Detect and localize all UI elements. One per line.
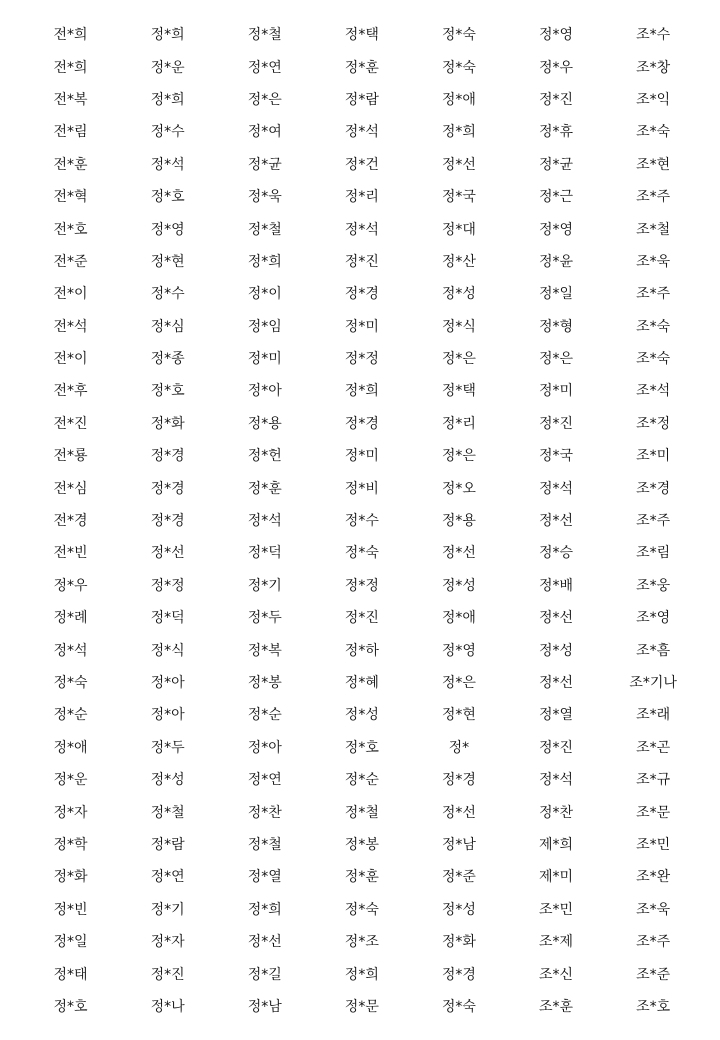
name-cell: 정*아: [247, 739, 282, 756]
name-cell: 정*경: [150, 480, 185, 497]
name-cell: 정*종: [150, 351, 185, 368]
name-cell: 정*덕: [150, 610, 185, 627]
name-cell: 정*태: [53, 966, 88, 983]
name-cell: 전*혁: [53, 189, 88, 206]
name-list-grid: [22, 19, 702, 1023]
name-cell: 전*준: [53, 253, 88, 270]
name-cell: 정*혜: [344, 675, 379, 691]
name-cell: 정*숙: [344, 545, 379, 562]
name-cell: 정*호: [344, 739, 379, 756]
name-cell: 정*길: [247, 966, 282, 983]
name-cell: 조*현: [636, 156, 671, 173]
name-cell: 정*성: [441, 901, 476, 918]
name-cell: 조*욱: [636, 901, 671, 918]
name-cell: 정*헌: [247, 448, 282, 465]
name-cell: 조*호: [636, 998, 671, 1015]
name-cell: 전*빈: [53, 545, 88, 562]
name-cell: 정*산: [441, 253, 476, 270]
name-cell: 정*선: [441, 156, 476, 173]
name-cell: 정*정: [344, 351, 379, 368]
name-cell: 정*희: [150, 91, 185, 108]
name-cell: 정*배: [538, 577, 574, 594]
name-cell: 정*성: [441, 577, 476, 594]
name-cell: 정*숙: [53, 675, 88, 691]
name-cell: 정*정: [344, 577, 379, 594]
name-cell: 전*이: [53, 351, 88, 368]
name-cell: 정*희: [441, 124, 476, 141]
name-cell: 정*희: [344, 383, 379, 400]
name-cell: 정*연: [247, 772, 282, 789]
name-cell: 조*민: [538, 901, 574, 918]
name-cell: 정*성: [150, 772, 185, 789]
name-cell: 정*선: [441, 545, 476, 562]
name-cell: 정*성: [441, 286, 476, 303]
name-cell: 정*호: [53, 998, 88, 1015]
name-cell: 전*희: [53, 27, 88, 44]
name-cell: 정*애: [441, 610, 476, 627]
name-cell: 정*봉: [247, 675, 282, 691]
name-cell: 정*나: [150, 998, 185, 1015]
name-cell: 정*숙: [441, 27, 476, 44]
name-cell: 조*웅: [636, 577, 671, 594]
name-cell: 정*람: [150, 836, 185, 853]
name-cell: 정*근: [538, 189, 574, 206]
name-cell: 정*열: [538, 707, 574, 724]
name-cell: 전*경: [53, 513, 88, 530]
name-cell: 정*문: [344, 998, 379, 1015]
name-cell: 전*이: [53, 286, 88, 303]
name-cell: 조*주: [636, 286, 671, 303]
name-cell: 정*훈: [247, 480, 282, 497]
name-cell: 정*진: [344, 253, 379, 270]
name-cell: 제*희: [538, 836, 574, 853]
name-cell: 정*은: [247, 91, 282, 108]
name-cell: 정*연: [247, 59, 282, 76]
name-cell: 정*리: [441, 415, 476, 432]
name-cell: 정*건: [344, 156, 379, 173]
name-cell: 정*기: [247, 577, 282, 594]
name-cell: 조*주: [636, 513, 671, 530]
name-cell: 정*열: [247, 869, 282, 886]
name-cell: 정*철: [247, 836, 282, 853]
name-cell: 정*선: [150, 545, 185, 562]
name-cell: 조*제: [538, 934, 574, 951]
name-cell: 정*두: [247, 610, 282, 627]
name-cell: 정*희: [150, 27, 185, 44]
name-cell: 전*림: [53, 124, 88, 141]
name-cell: 조*주: [636, 189, 671, 206]
name-cell: 조*문: [636, 804, 671, 821]
name-cell: 전*심: [53, 480, 88, 497]
name-cell: 정*남: [247, 998, 282, 1015]
name-cell: 정*아: [247, 383, 282, 400]
name-cell: 정*선: [441, 804, 476, 821]
name-cell: 정*찬: [538, 804, 574, 821]
name-cell: 조*숙: [636, 351, 671, 368]
name-cell: 정*철: [247, 221, 282, 238]
name-cell: 조*림: [636, 545, 671, 562]
name-cell: 정*현: [150, 253, 185, 270]
name-cell: 전*훈: [53, 156, 88, 173]
name-cell: 정*훈: [344, 869, 379, 886]
name-cell: 정*은: [441, 448, 476, 465]
name-cell: 정*찬: [247, 804, 282, 821]
name-cell: 정*택: [441, 383, 476, 400]
name-cell: 정*선: [538, 675, 574, 691]
name-cell: 조*석: [636, 383, 671, 400]
name-cell: 정*아: [150, 675, 185, 691]
name-cell: 정*국: [441, 189, 476, 206]
name-cell: 정*경: [441, 966, 476, 983]
name-cell: 정*일: [53, 934, 88, 951]
name-cell: 정*선: [538, 610, 574, 627]
name-cell: 정*숙: [441, 59, 476, 76]
name-cell: 정*성: [344, 707, 379, 724]
name-cell: 정*리: [344, 189, 379, 206]
name-cell: 조*주: [636, 934, 671, 951]
name-cell: 조*창: [636, 59, 671, 76]
name-cell: 조*익: [636, 91, 671, 108]
name-cell: 조*훈: [538, 998, 574, 1015]
name-cell: 정*례: [53, 610, 88, 627]
name-cell: 정*은: [441, 675, 476, 691]
name-cell: 정*진: [344, 610, 379, 627]
name-cell: 정*경: [150, 513, 185, 530]
name-cell: 조*완: [636, 869, 671, 886]
name-cell: 정*하: [344, 642, 379, 659]
name-cell: 조*준: [636, 966, 671, 983]
name-cell: 정*진: [538, 739, 574, 756]
name-cell: 정*희: [247, 253, 282, 270]
name-cell: 조*숙: [636, 318, 671, 335]
name-cell: 조*욱: [636, 253, 671, 270]
name-cell: 조*수: [636, 27, 671, 44]
name-cell: 정*영: [538, 221, 574, 238]
name-cell: 정*우: [538, 59, 574, 76]
name-cell: 정*호: [150, 189, 185, 206]
name-cell: 조*민: [636, 836, 671, 853]
name-cell: 정*선: [538, 513, 574, 530]
name-cell: 정*연: [150, 869, 185, 886]
name-cell: 정*화: [441, 934, 476, 951]
name-cell: 정*애: [441, 91, 476, 108]
name-cell: 전*희: [53, 59, 88, 76]
name-cell: 정*람: [344, 91, 379, 108]
name-cell: 정*진: [538, 415, 574, 432]
name-cell: 조*미: [636, 448, 671, 465]
name-cell: 정*여: [247, 124, 282, 141]
name-cell: 정*석: [538, 480, 574, 497]
name-cell: 정*희: [247, 901, 282, 918]
name-cell: 정*석: [344, 124, 379, 141]
name-cell: 정*국: [538, 448, 574, 465]
name-cell: 정*두: [150, 739, 185, 756]
name-cell: 전*석: [53, 318, 88, 335]
name-cell: 정*석: [247, 513, 282, 530]
name-cell: 정*덕: [247, 545, 282, 562]
name-cell: 전*복: [53, 91, 88, 108]
name-cell: 정*영: [538, 27, 574, 44]
name-cell: 정*남: [441, 836, 476, 853]
name-cell: 정*철: [344, 804, 379, 821]
name-cell: 정*미: [538, 383, 574, 400]
name-cell: 정*아: [150, 707, 185, 724]
name-cell: 정*화: [150, 415, 185, 432]
name-cell: 정*영: [150, 221, 185, 238]
name-cell: 전*후: [53, 383, 88, 400]
name-cell: 정*욱: [247, 189, 282, 206]
name-cell: 조*흠: [636, 642, 671, 659]
name-cell: 정*석: [538, 772, 574, 789]
name-cell: 정*희: [344, 966, 379, 983]
name-cell: 정*석: [150, 156, 185, 173]
name-cell: 조*철: [636, 221, 671, 238]
name-cell: 정*현: [441, 707, 476, 724]
name-cell: 정*석: [53, 642, 88, 659]
name-cell: 정*오: [441, 480, 476, 497]
name-cell: 전*진: [53, 415, 88, 432]
name-cell: 정*성: [538, 642, 574, 659]
name-cell: 정*숙: [344, 901, 379, 918]
name-cell: 정*순: [53, 707, 88, 724]
name-cell: 정*석: [344, 221, 379, 238]
name-cell: 정*애: [53, 739, 88, 756]
name-cell: 조*영: [636, 610, 671, 627]
name-cell: 조*규: [636, 772, 671, 789]
name-cell: 조*곤: [636, 739, 671, 756]
name-cell: 정*운: [53, 772, 88, 789]
name-cell: 정*미: [344, 448, 379, 465]
name-cell: 정*호: [150, 383, 185, 400]
name-cell: 조*래: [636, 707, 671, 724]
name-cell: 정*: [448, 739, 470, 756]
name-cell: 정*임: [247, 318, 282, 335]
name-cell: 정*자: [53, 804, 88, 821]
name-cell: 정*심: [150, 318, 185, 335]
name-cell: 정*영: [441, 642, 476, 659]
name-cell: 정*윤: [538, 253, 574, 270]
name-cell: 조*신: [538, 966, 574, 983]
name-cell: 정*수: [150, 286, 185, 303]
name-cell: 제*미: [538, 869, 574, 886]
name-cell: 조*정: [636, 415, 671, 432]
name-cell: 정*균: [247, 156, 282, 173]
name-cell: 정*비: [344, 480, 379, 497]
name-cell: 정*균: [538, 156, 574, 173]
name-cell: 정*순: [247, 707, 282, 724]
name-cell: 정*자: [150, 934, 185, 951]
name-cell: 정*화: [53, 869, 88, 886]
name-cell: 정*은: [538, 351, 574, 368]
name-cell: 정*형: [538, 318, 574, 335]
name-cell: 조*숙: [636, 124, 671, 141]
name-cell: 정*빈: [53, 901, 88, 918]
name-cell: 정*진: [150, 966, 185, 983]
name-cell: 정*용: [247, 415, 282, 432]
name-cell: 정*경: [344, 415, 379, 432]
name-cell: 정*미: [247, 351, 282, 368]
name-cell: 정*봉: [344, 836, 379, 853]
name-cell: 정*승: [538, 545, 574, 562]
name-cell: 정*수: [150, 124, 185, 141]
name-cell: 정*경: [150, 448, 185, 465]
name-cell: 전*룡: [53, 448, 88, 465]
name-cell: 정*일: [538, 286, 574, 303]
name-cell: 정*택: [344, 27, 379, 44]
name-cell: 정*대: [441, 221, 476, 238]
name-cell: 정*철: [247, 27, 282, 44]
name-cell: 정*정: [150, 577, 185, 594]
name-cell: 정*휴: [538, 124, 574, 141]
name-cell: 정*미: [344, 318, 379, 335]
name-cell: 정*운: [150, 59, 185, 76]
name-cell: 정*숙: [441, 998, 476, 1015]
name-cell: 정*식: [150, 642, 185, 659]
name-cell: 정*조: [344, 934, 379, 951]
name-cell: 정*진: [538, 91, 574, 108]
name-cell: 정*경: [441, 772, 476, 789]
name-cell: 정*수: [344, 513, 379, 530]
name-cell: 정*우: [53, 577, 88, 594]
name-cell: 정*이: [247, 286, 282, 303]
name-cell: 정*훈: [344, 59, 379, 76]
name-cell: 정*복: [247, 642, 282, 659]
name-cell: 정*순: [344, 772, 379, 789]
name-cell: 정*선: [247, 934, 282, 951]
name-cell: 정*학: [53, 836, 88, 853]
name-cell: 정*은: [441, 351, 476, 368]
name-cell: 정*용: [441, 513, 476, 530]
name-cell: 정*기: [150, 901, 185, 918]
name-cell: 조*경: [636, 480, 671, 497]
name-cell: 정*식: [441, 318, 476, 335]
name-cell: 전*호: [53, 221, 88, 238]
name-cell: 조*기나: [629, 675, 677, 691]
name-cell: 정*철: [150, 804, 185, 821]
name-cell: 정*경: [344, 286, 379, 303]
name-cell: 정*준: [441, 869, 476, 886]
